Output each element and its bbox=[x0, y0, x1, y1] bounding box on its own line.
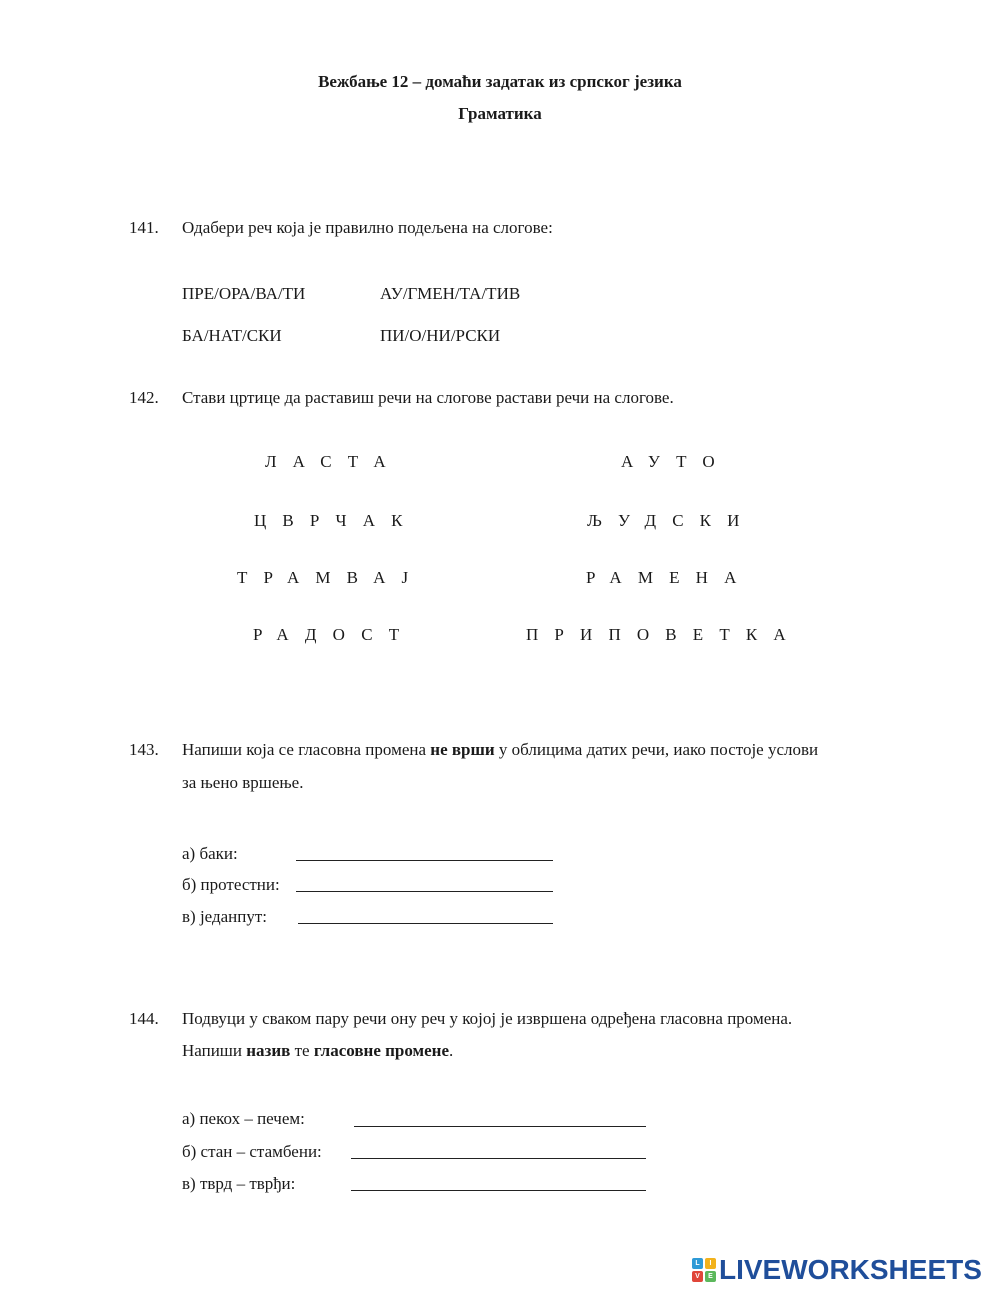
item-label: б) протестни: bbox=[182, 875, 280, 894]
option-3[interactable]: БА/НАТ/СКИ bbox=[182, 326, 282, 345]
item-label: в) једанпут: bbox=[182, 907, 268, 926]
item-label: б) стан – стамбени: bbox=[182, 1142, 322, 1161]
word-ramena[interactable]: РАМЕНА bbox=[586, 568, 753, 587]
word-cvrchak[interactable]: ЦВРЧАК bbox=[254, 511, 419, 530]
logo-block: I bbox=[705, 1258, 716, 1269]
question-number: 144. bbox=[129, 1009, 159, 1028]
item-label: а) пекох – печем: bbox=[182, 1109, 305, 1128]
answer-line[interactable] bbox=[351, 1190, 646, 1191]
page-subtitle: Граматика bbox=[458, 104, 542, 123]
question-number: 143. bbox=[129, 740, 159, 759]
word-ljudski[interactable]: ЉУДСКИ bbox=[587, 511, 756, 530]
item-label: в) тврд – тврђи: bbox=[182, 1174, 296, 1193]
page-title: Вежбање 12 – домаћи задатак из српског језика bbox=[318, 72, 682, 91]
question-text-line2: за њено вршење. bbox=[182, 773, 304, 792]
word-auto[interactable]: АУТО bbox=[621, 452, 731, 471]
answer-line[interactable] bbox=[296, 860, 553, 861]
question-text: Одабери реч која је правилно подељена на слогове: bbox=[182, 218, 553, 237]
answer-line[interactable] bbox=[351, 1158, 646, 1159]
logo-block: V bbox=[692, 1271, 703, 1282]
logo-icon bbox=[692, 1258, 716, 1282]
word-pripovetka[interactable]: ПРИПОВЕТКА bbox=[526, 625, 802, 644]
word-lasta[interactable]: ЛАСТА bbox=[265, 452, 402, 471]
question-text: Напиши која се гласовна промена не врши у облицима датих речи, иако постоје услови bbox=[182, 740, 819, 759]
question-text: Стави цртице да раставиш речи на слогове растави речи на слогове. bbox=[182, 388, 674, 407]
option-4[interactable]: ПИ/О/НИ/РСКИ bbox=[380, 326, 501, 345]
question-text-line2: Напиши назив те гласовне промене. bbox=[182, 1041, 454, 1060]
liveworksheets-logo bbox=[692, 1254, 982, 1286]
question-number: 141. bbox=[129, 218, 159, 237]
option-2[interactable]: АУ/ГМЕН/ТА/ТИВ bbox=[380, 284, 521, 303]
option-1[interactable]: ПРЕ/ОРА/ВА/ТИ bbox=[182, 284, 306, 303]
item-label: а) баки: bbox=[182, 844, 238, 863]
word-radost[interactable]: РАДОСТ bbox=[253, 625, 416, 644]
question-text: Подвуци у сваком пару речи ону реч у којој је извршена одређена гласовна промена. bbox=[182, 1009, 793, 1028]
logo-text: LIVEWORKSHEETS bbox=[719, 1254, 982, 1285]
answer-line[interactable] bbox=[296, 891, 553, 892]
word-tramvaj[interactable]: ТРАМВАЈ bbox=[237, 568, 425, 587]
question-number: 142. bbox=[129, 388, 159, 407]
answer-line[interactable] bbox=[298, 923, 553, 924]
logo-block: L bbox=[692, 1258, 703, 1269]
answer-line[interactable] bbox=[354, 1126, 646, 1127]
logo-block: E bbox=[705, 1271, 716, 1282]
